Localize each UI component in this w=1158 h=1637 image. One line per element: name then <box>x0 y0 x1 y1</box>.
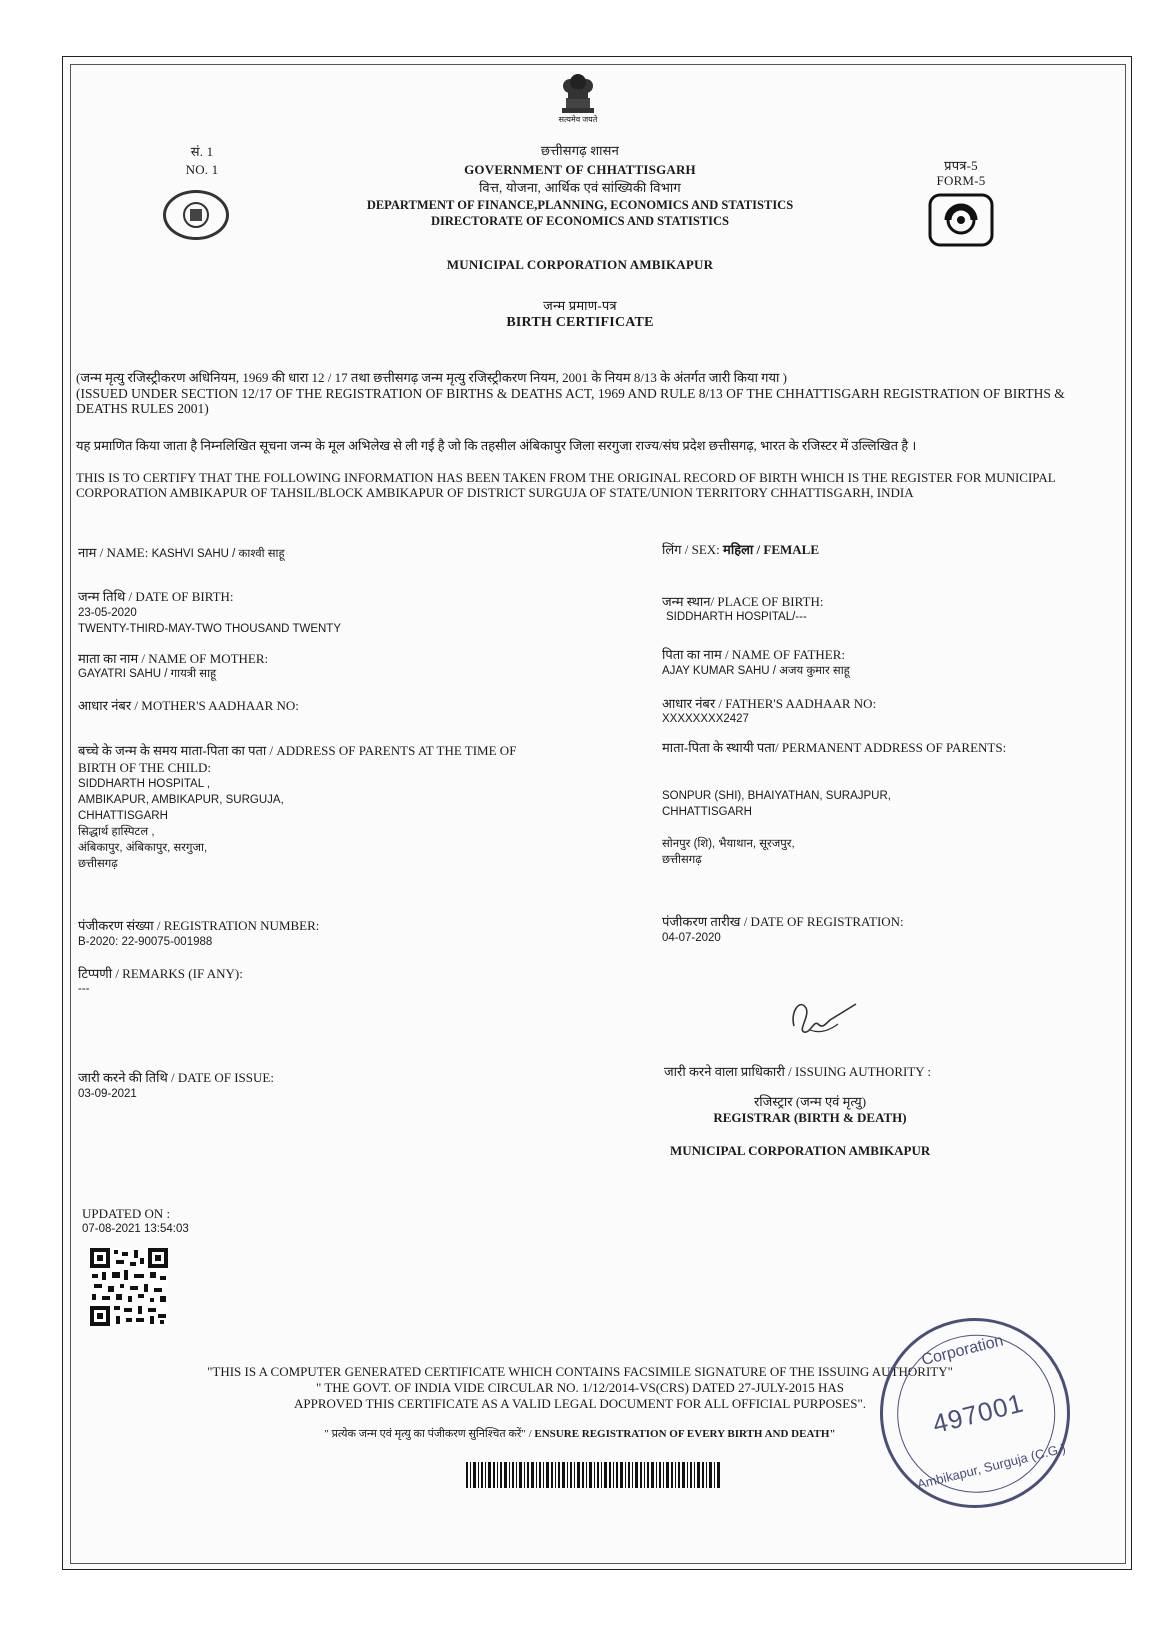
serial-no-hindi: सं. 1 <box>190 144 214 159</box>
sex-value: महिला / FEMALE <box>723 542 819 557</box>
emblem-motto: सत्यमेव जयते <box>558 115 598 124</box>
state-seal-icon <box>163 190 229 240</box>
government-title: GOVERNMENT OF CHHATTISGARH <box>464 162 696 177</box>
barcode <box>466 1462 720 1488</box>
birth-address-line: CHHATTISGARH <box>78 810 168 822</box>
registrar-title: REGISTRAR (BIRTH & DEATH) <box>713 1110 907 1125</box>
certification-statement: THIS IS TO CERTIFY THAT THE FOLLOWING INFORMATION HAS BEEN TAKEN FROM THE ORIGINAL RECORD OF BIRTH WHICH IS THE REGISTER FOR MUNICIPAL CORPORATION AMBIKAPUR OF TAHSIL/BLOCK AMBIKAPUR OF DISTRICT SURGUJA OF STATE/UNION TERRITORY CHHATTISGARH, INDIA <box>76 470 1056 500</box>
father-name-value: AJAY KUMAR SAHU / अजय कुमार साहू <box>662 665 850 677</box>
serial-no: NO. 1 <box>185 162 219 177</box>
crs-logo-icon <box>928 193 994 247</box>
registrar-signature <box>780 990 870 1040</box>
dob-value: 23-05-2020 <box>78 607 137 619</box>
father-aadhaar-label: आधार नंबर / FATHER'S AADHAAR NO: <box>662 696 877 711</box>
issuing-authority-label: जारी करने वाला प्राधिकारी / ISSUING AUTHORITY : <box>664 1064 932 1079</box>
certificate-title-hindi: जन्म प्रमाण-पत्र <box>543 298 617 313</box>
footer-ensure-english: ENSURE REGISTRATION OF EVERY BIRTH AND DEATH" <box>534 1428 836 1440</box>
registration-number-value: B-2020: 22-90075-001988 <box>78 936 213 948</box>
legal-basis-hindi: (जन्म मृत्यु रजिस्ट्रीकरण अधिनियम, 1969 की धारा 12 / 17 तथा छत्तीसगढ़ जन्म मृत्यु रजिस्ट्रीकरण नियम, 2001 के नियम 8/13 के अंतर्गत जारी किया गया ) <box>76 370 787 385</box>
certificate-title: BIRTH CERTIFICATE <box>506 315 654 330</box>
registration-date-label: पंजीकरण तारीख / DATE OF REGISTRATION: <box>662 914 904 929</box>
name-value: KASHVI SAHU / काश्वी साहू <box>151 548 285 560</box>
permanent-address-hindi-line: छत्तीसगढ़ <box>662 854 702 866</box>
registrar-hindi: रजिस्ट्रार (जन्म एवं मृत्यु) <box>753 1094 867 1109</box>
footer-approval: APPROVED THIS CERTIFICATE AS A VALID LEGAL DOCUMENT FOR ALL OFFICIAL PURPOSES". <box>293 1396 867 1411</box>
birth-address-label: बच्चे के जन्म के समय माता-पिता का पता / ADDRESS OF PARENTS AT THE TIME OF <box>78 743 517 758</box>
stamp-bottom-text: Ambikapur, Surguja (C.G.) <box>915 1440 1068 1492</box>
updated-on-label: UPDATED ON : <box>82 1206 171 1221</box>
registration-date-value: 04-07-2020 <box>662 932 721 944</box>
mother-aadhaar-label: आधार नंबर / MOTHER'S AADHAAR NO: <box>78 698 299 713</box>
birth-address-line: अंबिकापुर, अंबिकापुर, सरगुजा, <box>78 842 208 854</box>
certification-hindi: यह प्रमाणित किया जाता है निम्नलिखित सूचना जन्म के मूल अभिलेख से ली गई है जो कि तहसील अंबिकापुर जिला सरगुजा राज्य/संघ प्रदेश छत्तीसगढ़, भारत के रजिस्टर में उल्लिखित है । <box>76 438 917 453</box>
updated-on-value: 07-08-2021 13:54:03 <box>82 1223 189 1235</box>
birth-address-label-2: BIRTH OF THE CHILD: <box>78 760 211 775</box>
birth-address-line: SIDDHARTH HOSPITAL , <box>78 778 211 790</box>
footer-circular: " THE GOVT. OF INDIA VIDE CIRCULAR NO. 1/12/2014-VS(CRS) DATED 27-JULY-2015 HAS <box>316 1380 844 1395</box>
birth-address-line: सिद्धार्थ हास्पिटल , <box>78 826 155 838</box>
remarks-label: टिप्पणी / REMARKS (IF ANY): <box>78 966 243 981</box>
place-of-birth-label: जन्म स्थान/ PLACE OF BIRTH: <box>662 594 824 609</box>
birth-address-line: AMBIKAPUR, AMBIKAPUR, SURGUJA, <box>78 794 284 806</box>
remarks-value: --- <box>78 983 90 995</box>
sex-field <box>662 542 1082 558</box>
footer-ensure-hindi: " प्रत्येक जन्म एवं मृत्यु का पंजीकरण सुनिश्चित करें" / <box>324 1428 532 1440</box>
national-emblem-icon <box>556 72 600 118</box>
legal-basis: (ISSUED UNDER SECTION 12/17 OF THE REGISTRATION OF BIRTHS & DEATHS ACT, 1969 AND RULE 8/13 OF THE CHHATTISGARH REGISTRATION OF BIRTHS & DEATHS RULES 2001) <box>76 386 1065 416</box>
form-number: FORM-5 <box>936 173 986 188</box>
place-of-birth-value: SIDDHARTH HOSPITAL/--- <box>666 611 807 623</box>
department-title: DEPARTMENT OF FINANCE,PLANNING, ECONOMICS AND STATISTICS <box>366 198 794 212</box>
issue-date-value: 03-09-2021 <box>78 1088 137 1100</box>
dob-in-words: TWENTY-THIRD-MAY-TWO THOUSAND TWENTY <box>78 623 342 635</box>
registration-number-label: पंजीकरण संख्या / REGISTRATION NUMBER: <box>78 918 320 933</box>
father-name-label: पिता का नाम / NAME OF FATHER: <box>662 647 846 662</box>
form-number-hindi: प्रपत्र-5 <box>944 158 978 173</box>
footer-computer-generated: "THIS IS A COMPUTER GENERATED CERTIFICATE WHICH CONTAINS FACSIMILE SIGNATURE OF THE ISSUING AUTHORITY" <box>207 1364 953 1379</box>
permanent-address-line: CHHATTISGARH <box>662 806 752 818</box>
qr-code-icon <box>90 1248 168 1326</box>
stamp-number: 497001 <box>929 1387 1027 1440</box>
permanent-address-line: SONPUR (SHI), BHAIYATHAN, SURAJPUR, <box>662 790 891 802</box>
mother-name-label: माता का नाम / NAME OF MOTHER: <box>78 651 269 666</box>
government-hindi: छत्तीसगढ़ शासन <box>540 143 620 158</box>
name-field <box>78 545 638 562</box>
mother-name-value: GAYATRI SAHU / गायत्री साहू <box>78 668 217 680</box>
issue-date-label: जारी करने की तिथि / DATE OF ISSUE: <box>78 1070 274 1085</box>
dob-label: जन्म तिथि / DATE OF BIRTH: <box>78 589 234 604</box>
stamp-top-text: Corporation <box>919 1332 1006 1370</box>
father-aadhaar-value: XXXXXXXX2427 <box>662 713 749 725</box>
directorate-title: DIRECTORATE OF ECONOMICS AND STATISTICS <box>431 214 729 228</box>
permanent-address-hindi-line: सोनपुर (शि), भैयाथान, सूरजपुर, <box>662 838 795 850</box>
permanent-address-label: माता-पिता के स्थायी पता/ PERMANENT ADDRESS OF PARENTS: <box>662 740 1007 755</box>
municipal-title: MUNICIPAL CORPORATION AMBIKAPUR <box>446 257 714 272</box>
name-label: नाम / NAME: <box>78 545 149 560</box>
birth-address-line: छत्तीसगढ़ <box>78 858 118 870</box>
sex-label: लिंग / SEX: <box>662 542 720 557</box>
department-hindi: वित्त, योजना, आर्थिक एवं सांख्यिकी विभाग <box>479 180 681 195</box>
issuing-municipal-title: MUNICIPAL CORPORATION AMBIKAPUR <box>670 1143 931 1158</box>
